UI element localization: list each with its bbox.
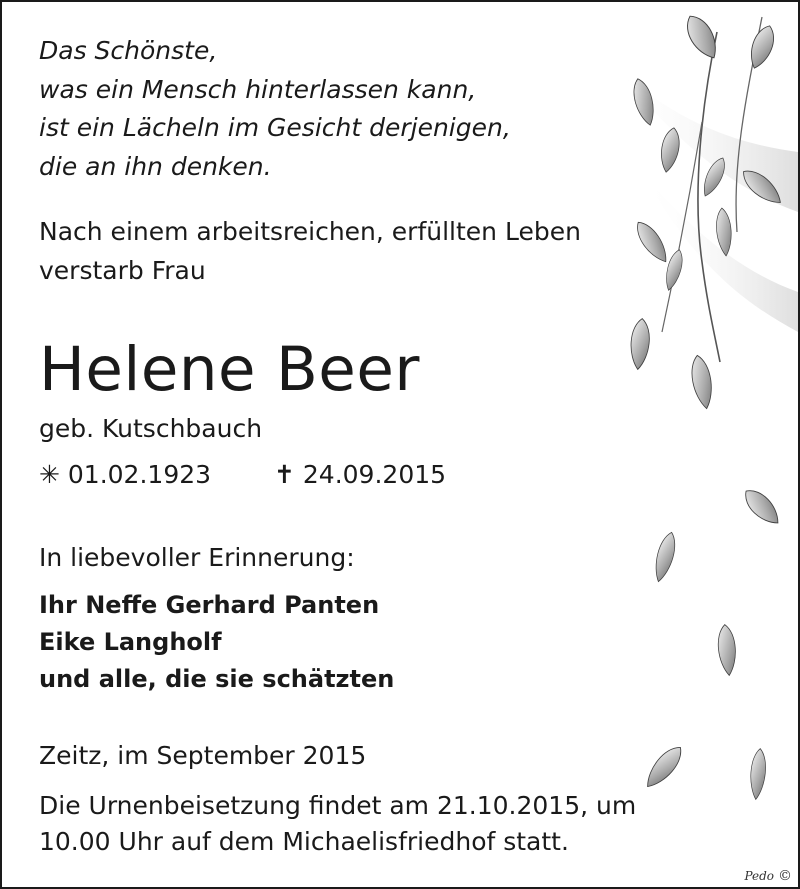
remembrance-heading: In liebevoller Erinnerung: <box>39 543 355 572</box>
poem-line: ist ein Lächeln im Gesicht derjenigen, <box>39 113 511 142</box>
artist-signature <box>744 868 792 884</box>
copyright-icon: © <box>778 868 792 884</box>
poem <box>39 32 511 186</box>
poem-line: was ein Mensch hinterlassen kann, <box>39 74 477 104</box>
place-date: Zeitz, im September 2015 <box>39 741 367 770</box>
deceased-name: Helene Beer <box>39 334 420 405</box>
burial-info <box>39 788 636 860</box>
mourner: Ihr Neffe Gerhard Panten <box>39 591 380 619</box>
intro-line: Nach einem arbeitsreichen, erfüllten Leben <box>39 217 581 246</box>
burial-line: Die Urnenbeisetzung findet am 21.10.2015, um <box>39 791 637 820</box>
birth-date: ✳ 01.02.1923 <box>39 460 212 489</box>
birth-name: geb. Kutschbauch <box>39 414 263 443</box>
death-date: ✝ 24.09.2015 <box>274 460 447 489</box>
life-dates <box>39 456 447 494</box>
poem-line: Das Schönste, <box>39 36 218 65</box>
mourner: Eike Langholf <box>39 628 222 656</box>
signature-text: Pedo <box>744 869 774 883</box>
intro-text <box>39 213 581 290</box>
burial-line: 10.00 Uhr auf dem Michaelisfriedhof statt. <box>39 827 569 856</box>
mourners-list <box>39 587 394 698</box>
poem-line: die an ihn denken. <box>39 151 272 181</box>
mourner: und alle, die sie schätzten <box>39 665 395 693</box>
intro-line: verstarb Frau <box>39 255 206 285</box>
